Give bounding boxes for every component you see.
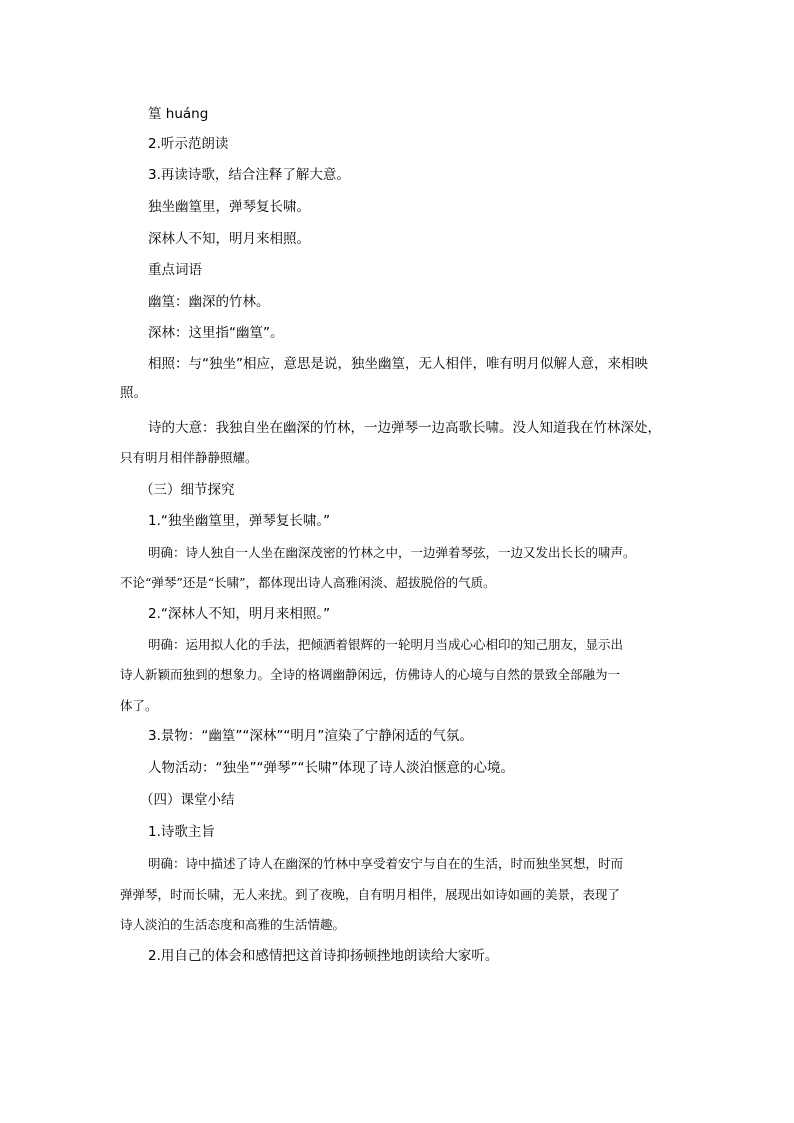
section-3-heading: （三）细节探究 — [140, 482, 235, 498]
detail-1-explain: 明确：诗人独自一人坐在幽深茂密的竹林之中，一边弹着琴弦，一边又发出长长的啸声。 — [148, 545, 636, 560]
word-shenlin: 深林：这里指“幽篁”。 — [148, 325, 284, 341]
poem-meaning-cont: 只有明月相伴静静照耀。 — [120, 450, 258, 465]
step-listen: 2.听示范朗读 — [148, 136, 229, 152]
summary-explain-cont: 弹弹琴，时而长啸，无人来扰。到了夜晚，自有明月相伴，展现出如诗如画的美景，表现了 — [120, 887, 621, 902]
poem-line-1: 独坐幽篁里，弹琴复长啸。 — [148, 199, 310, 215]
detail-3-activity: 人物活动：“独坐”“弹琴”“长啸”体现了诗人淡泊惬意的心境。 — [148, 760, 514, 776]
detail-2: 2.“深林人不知，明月来相照。” — [148, 606, 331, 622]
detail-3-scenery: 3.景物：“幽篁”“深林”“明月”渲染了宁静闲适的气氛。 — [148, 728, 473, 744]
summary-explain: 明确：诗中描述了诗人在幽深的竹林中享受着安宁与自在的生活，时而独坐冥想，时而 — [148, 856, 624, 871]
detail-2-explain-cont: 诗人新颖而独到的想象力。全诗的格调幽静闲远，仿佛诗人的心境与自然的景致全部融为一 — [120, 667, 621, 682]
step-reread: 3.再读诗歌，结合注释了解大意。 — [148, 167, 350, 183]
word-youhuang: 幽篁：幽深的竹林。 — [148, 294, 270, 310]
section-4-heading: （四）课堂小结 — [140, 792, 235, 808]
summary-explain-end: 诗人淡泊的生活态度和高雅的生活情趣。 — [120, 917, 346, 932]
poem-line-2: 深林人不知，明月来相照。 — [148, 231, 310, 247]
pinyin-note: 篁 huáng — [148, 106, 209, 122]
poem-meaning: 诗的大意：我独自坐在幽深的竹林，一边弹琴一边高歌长啸。没人知道我在竹林深处， — [148, 420, 661, 436]
detail-2-explain-end: 体了。 — [120, 698, 158, 713]
key-words-heading: 重点词语 — [148, 262, 202, 278]
detail-1: 1.“独坐幽篁里，弹琴复长啸。” — [148, 513, 331, 529]
summary-read-aloud: 2.用自己的体会和感情把这首诗抑扬顿挫地朗读给大家听。 — [148, 948, 499, 964]
word-xiangzhao: 相照：与“独坐”相应，意思是说，独坐幽篁，无人相伴，唯有明月似解人意，来相映 — [148, 356, 648, 372]
summary-theme: 1.诗歌主旨 — [148, 824, 215, 840]
detail-1-explain-cont: 不论“弹琴”还是“长啸”，都体现出诗人高雅闲淡、超拔脱俗的气质。 — [120, 575, 496, 590]
word-xiangzhao-cont: 照。 — [120, 385, 147, 401]
detail-2-explain: 明确：运用拟人化的手法，把倾洒着银辉的一轮明月当成心心相印的知己朋友，显示出 — [148, 637, 624, 652]
